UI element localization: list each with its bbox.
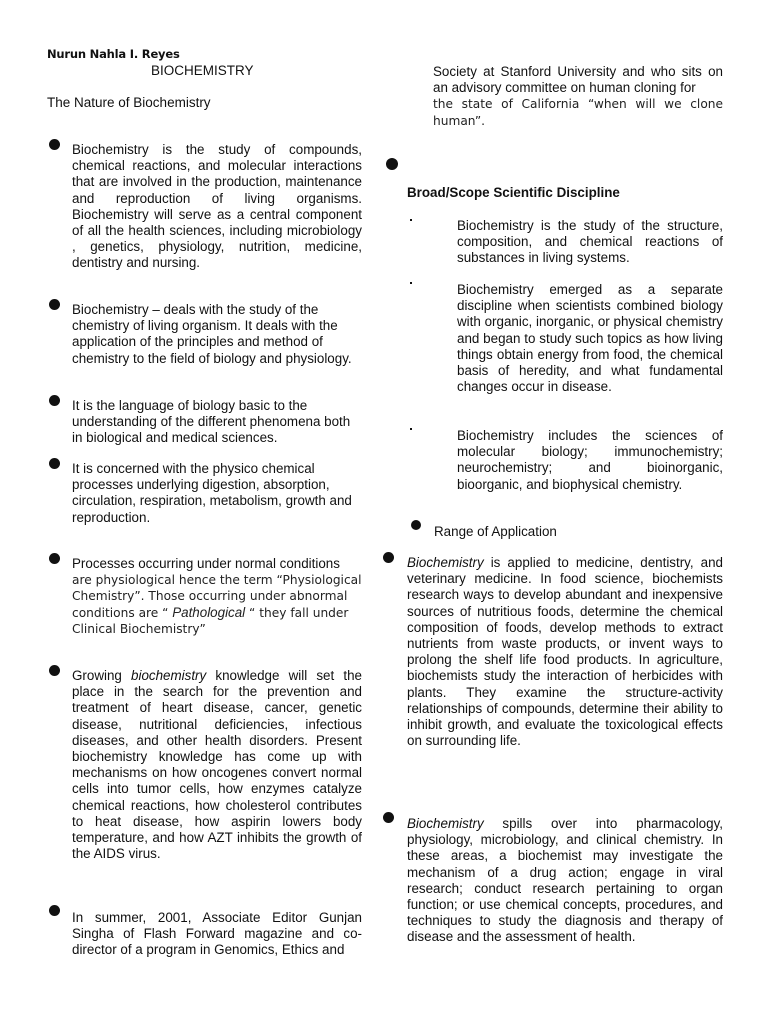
paragraph-spills-over <box>407 816 723 946</box>
square-bullet-icon <box>410 219 412 221</box>
paragraph-physiological <box>72 556 364 637</box>
bullet-icon <box>49 395 60 406</box>
heading-broad-scope: Broad/Scope Scientific Discipline <box>407 185 620 200</box>
bullet-icon <box>49 665 60 676</box>
bullet-icon <box>49 458 60 469</box>
bullet-icon <box>386 158 398 170</box>
paragraph-continued <box>433 64 723 129</box>
continued-text: Society at Stanford University and who sits on an advisory committee on human cloning for <box>433 64 723 96</box>
bullet-icon <box>383 812 394 823</box>
paragraph-definition: Biochemistry is the study of compounds, chemical reactions, and molecular interactions that are involved in the production, maintenance and reproduction of living organisms. Biochemistry will serve as a central component of all the health sciences, including microbiology , genetics, physiology, nutrition, medicine, dentistry and nursing. <box>72 142 362 271</box>
applied-text: is applied to medicine, dentistry, and veterinary medicine. In food science, biochemists research ways to develop abundant and inexpensive sources of nutritious foods, determine the chemical composition of foods, develop methods to extract nutrients from waste products, or invent ways to prolong the shelf life food products. In agriculture, biochemists study the interaction of herbicides with plants. They examine the structure-activity relationships of compounds, determine their ability to inhibit growth, and evaluate the toxicological effects on surrounding life. <box>407 555 723 749</box>
heading-range-of-application: Range of Application <box>434 524 557 539</box>
document-title: BIOCHEMISTRY <box>151 63 254 78</box>
square-bullet-icon <box>410 428 412 430</box>
paragraph-growing-knowledge <box>72 668 362 862</box>
bullet-icon <box>49 553 60 564</box>
physiological-rest <box>72 572 364 637</box>
growing-text: knowledge will set the place in the search for the prevention and treatment of heart disease, cancer, genetic disease, nutritional deficiencies, infectious diseases, and other health disorders. Present biochemistry knowledge has come up with mechanisms on how oncogenes convert normal cells into tumor cells, how enzymes catalyze chemical reactions, how cholesterol contributes to heat disease, how aspirin lowers body temperature, and how AZT inhibits the growth of the AIDS virus. <box>72 668 362 862</box>
scope-item-sciences: Biochemistry includes the sciences of molecular biology; immunochemistry; neurochemistry; and bioinorganic, bioorganic, and biophysical chemistry. <box>457 428 723 492</box>
physiological-text: are physiological hence the term “Physiological Chemistry”. Those occurring under abnormal conditions are “ <box>72 573 362 620</box>
author-name: Nurun Nahla I. Reyes <box>47 47 180 61</box>
section-title-nature: The Nature of Biochemistry <box>47 95 211 110</box>
biochemistry-term: Biochemistry <box>407 555 484 570</box>
paragraph-chemistry-of-living: Biochemistry – deals with the study of the chemistry of living organism. It deals with the application of the principles and method of chemistry to the field of biology and physiology. <box>72 302 352 366</box>
scope-item-structure: Biochemistry is the study of the structure, composition, and chemical reactions of substances in living systems. <box>457 218 723 266</box>
bullet-icon <box>49 905 60 916</box>
bullet-icon <box>49 299 60 310</box>
paragraph-language-of-biology: It is the language of biology basic to the understanding of the different phenomena both in biological and medical sciences. <box>72 398 351 446</box>
paragraph-applied-to-medicine <box>407 555 723 749</box>
physiological-line-1: Processes occurring under normal conditions <box>72 556 340 571</box>
growing-prefix: Growing <box>72 668 132 683</box>
pathological-term: Pathological <box>168 604 246 620</box>
biochemistry-term: biochemistry <box>131 668 207 683</box>
paragraph-summer-2001: In summer, 2001, Associate Editor Gunjan Singha of Flash Forward magazine and co-director of a program in Genomics, Ethics and <box>72 910 362 958</box>
scope-item-separate-discipline: Biochemistry emerged as a separate discipline when scientists combined biology with organic, inorganic, or physical chemistry and began to study such topics as how living things obtain energy from food, the chemical basis of heredity, and what fundamental changes occur in disease. <box>457 282 723 395</box>
spills-text: spills over into pharmacology, physiology, microbiology, and clinical chemistry. In these areas, a biochemist may investigate the mechanism of a drug action; engage in viral research; conduct research pertaining to organ function; or use chemical concepts, procedures, and techniques to study the diagnosis and therapy of disease and the assessment of health. <box>407 816 723 945</box>
paragraph-physico-chemical: It is concerned with the physico chemical processes underlying digestion, absorption, circulation, respiration, metabolism, growth and reproduction. <box>72 461 352 525</box>
clinical-text: “ they fall under Clinical Biochemistry” <box>72 605 349 636</box>
bullet-icon <box>411 520 421 530</box>
continued-quote: the state of California “when will we clone human”. <box>433 97 723 128</box>
biochemistry-term: Biochemistry <box>407 816 484 831</box>
bullet-icon <box>49 139 60 150</box>
bullet-icon <box>383 552 394 563</box>
square-bullet-icon <box>410 282 412 284</box>
